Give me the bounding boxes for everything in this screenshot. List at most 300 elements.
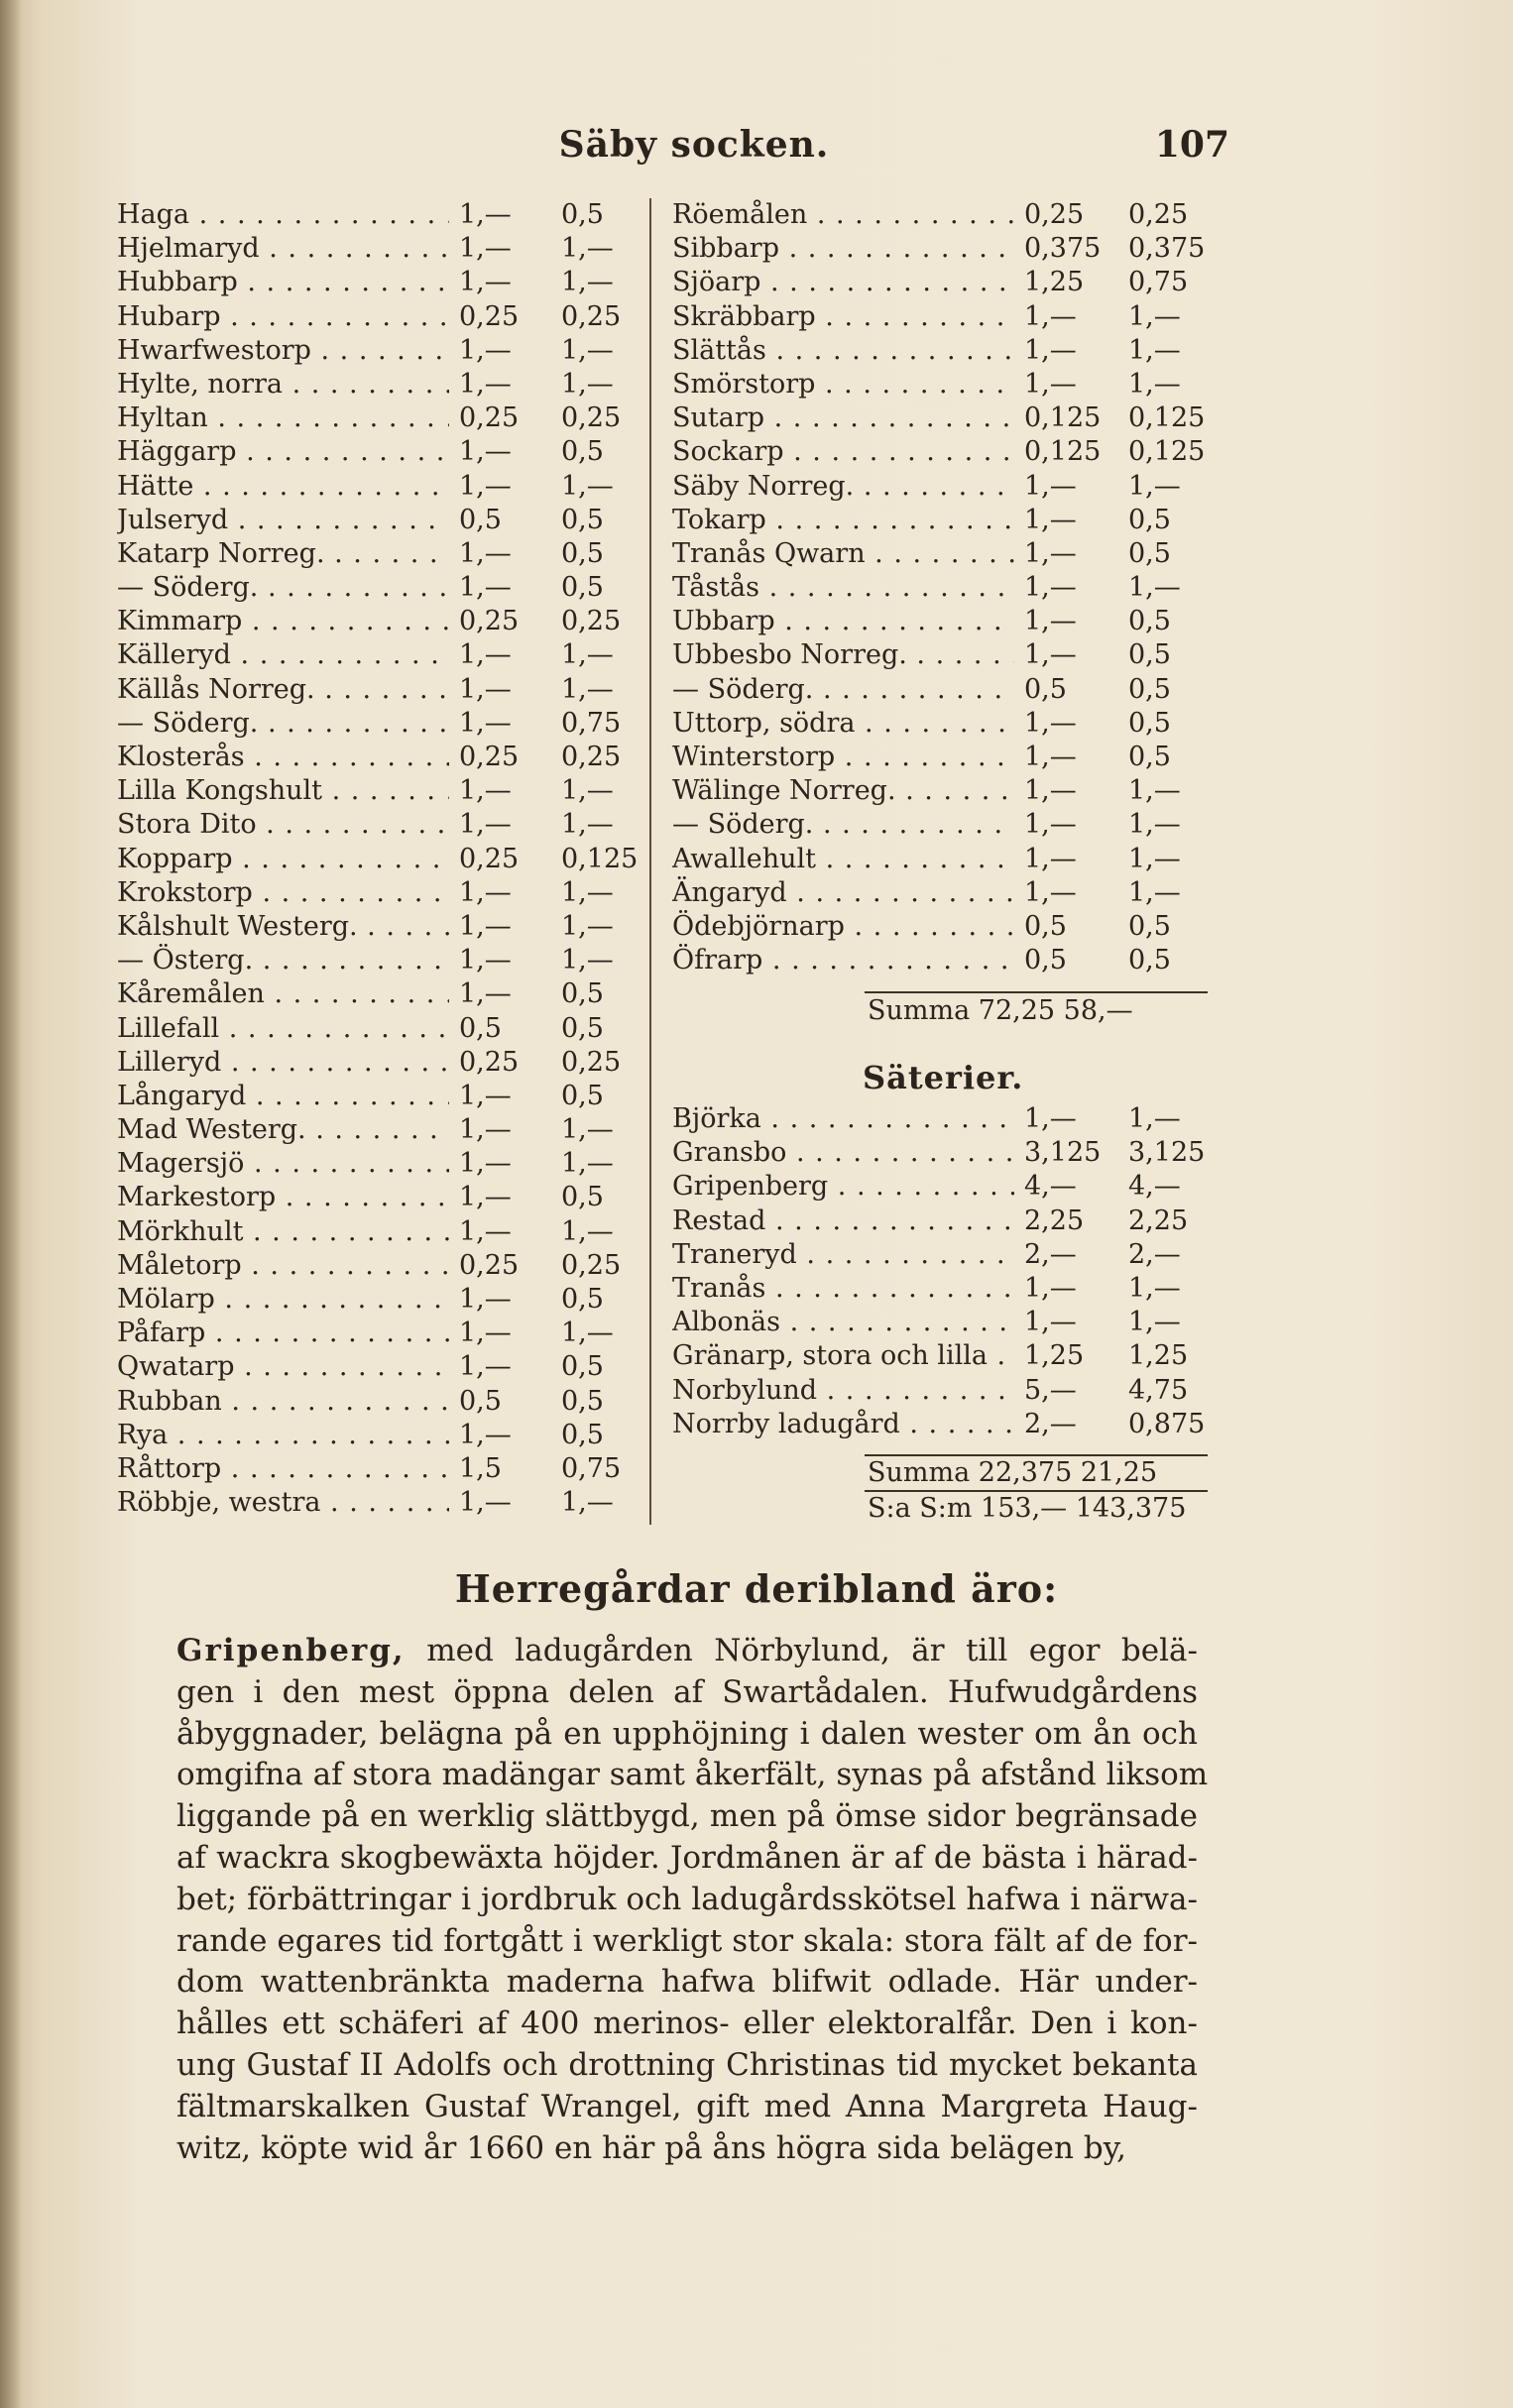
left-place-name: Kålshult Westerg. . . . (117, 910, 449, 944)
left-value-1: 1,— (459, 334, 512, 366)
left-row (117, 300, 647, 334)
left-row (117, 232, 647, 266)
left-place-name: Stora Dito . . . (117, 808, 449, 842)
right-row (672, 401, 1208, 435)
left-value-2: 0,25 (561, 606, 622, 637)
left-row (117, 334, 647, 368)
left-value-2: 0,75 (561, 1452, 622, 1484)
right-value-1: 1,— (1024, 470, 1077, 502)
right-value-1: 0,375 (1024, 233, 1102, 265)
left-value-2: 0,25 (561, 300, 622, 332)
left-row (117, 368, 647, 401)
right-row (672, 368, 1208, 401)
right-value-2: 0,125 (1128, 402, 1206, 434)
left-value-1: 1,5 (459, 1452, 502, 1484)
left-row (117, 1486, 647, 1520)
right-place-name: Öfrarp . . . (672, 944, 1014, 977)
left-value-1: 1,— (459, 1114, 512, 1146)
left-value-1: 1,— (459, 199, 512, 230)
summa-rule-3 (865, 1490, 1208, 1492)
spine-shadow (0, 0, 22, 2408)
right-value-1: 1,— (1024, 876, 1077, 908)
right-value-1: 0,25 (1024, 199, 1085, 230)
left-value-2: 0,25 (561, 1046, 622, 1078)
left-value-1: 1,— (459, 368, 512, 400)
left-row (117, 504, 647, 537)
right-value-2: 0,5 (1128, 537, 1171, 569)
right-place-name: Ubbesbo Norreg. . . . (672, 638, 1014, 672)
left-value-1: 0,25 (459, 300, 520, 332)
left-value-1: 0,5 (459, 1385, 502, 1417)
left-value-1: 0,5 (459, 504, 502, 535)
left-value-1: 1,— (459, 707, 512, 739)
left-value-1: 1,— (459, 876, 512, 908)
saterier-value-2: 4,75 (1128, 1374, 1189, 1406)
left-value-2: 0,5 (561, 978, 604, 1010)
left-row (117, 977, 647, 1011)
left-value-2: 0,25 (561, 742, 622, 772)
saterier-row (672, 1238, 1208, 1272)
right-value-1: 1,— (1024, 775, 1077, 807)
body-paragraph (176, 1631, 1209, 2169)
body-line-10: hålles ett schäferi af 400 merinos- eller elektoralfår. Den i kon- (176, 2006, 1198, 2042)
right-place-name: Sjöarp . . . (672, 266, 1014, 299)
right-value-2: 1,— (1128, 572, 1181, 604)
left-value-2: 1,— (561, 267, 614, 298)
left-place-name: Lillefall . . . (117, 1012, 449, 1046)
right-place-name: Sutarp . . . (672, 401, 1014, 435)
left-place-name: Katarp Norreg. . . . (117, 537, 449, 571)
left-row (117, 1350, 647, 1384)
left-value-1: 1,— (459, 1080, 512, 1111)
left-value-2: 1,— (561, 809, 614, 841)
left-row (117, 1215, 647, 1249)
left-value-2: 0,5 (561, 1351, 604, 1383)
saterier-value-1: 3,125 (1024, 1137, 1102, 1169)
saterier-heading: Säterier. (863, 1059, 1024, 1096)
left-place-name: Krokstorp . . . (117, 876, 449, 910)
right-value-1: 1,— (1024, 300, 1077, 332)
left-value-2: 0,25 (561, 402, 622, 434)
saterier-value-2: 1,— (1128, 1307, 1181, 1338)
saterier-value-1: 1,— (1024, 1272, 1077, 1304)
saterier-value-2: 2,— (1128, 1238, 1181, 1270)
left-value-2: 0,25 (561, 1249, 622, 1281)
left-row (117, 741, 647, 774)
left-value-2: 0,5 (561, 1012, 604, 1044)
left-place-name: Mölarp . . . (117, 1283, 449, 1317)
saterier-row (672, 1272, 1208, 1306)
right-value-1: 1,— (1024, 639, 1077, 671)
left-place-name: — Söderg. . . . (117, 707, 449, 741)
left-value-1: 1,— (459, 809, 512, 841)
left-place-name: Lilla Kongshult . . . (117, 774, 449, 808)
left-row (117, 1181, 647, 1214)
left-value-1: 1,— (459, 436, 512, 468)
left-value-2: 1,— (561, 1148, 614, 1180)
left-value-2: 0,5 (561, 199, 604, 230)
left-value-1: 1,— (459, 945, 512, 976)
left-place-name: Rubban . . . (117, 1385, 449, 1419)
left-place-name: Hylte, norra . . . (117, 368, 449, 401)
body-line-12: fältmarskalken Gustaf Wrangel, gift med Anna Margreta Haug- (176, 2088, 1198, 2124)
left-value-2: 1,— (561, 673, 614, 705)
right-row (672, 605, 1208, 638)
left-place-name: Kåremålen . . . (117, 977, 449, 1011)
summa-total-row: S:a S:m 153,— 143,375 (868, 1493, 1187, 1524)
left-row (117, 1249, 647, 1283)
right-value-2: 0,5 (1128, 945, 1171, 976)
left-value-1: 1,— (459, 775, 512, 807)
right-value-2: 0,5 (1128, 673, 1171, 705)
right-value-1: 0,125 (1024, 436, 1102, 468)
left-place-name: Rya . . . (117, 1419, 449, 1452)
saterier-value-1: 2,— (1024, 1408, 1077, 1439)
left-value-1: 1,— (459, 537, 512, 569)
left-row (117, 1419, 647, 1452)
left-value-2: 1,— (561, 1114, 614, 1146)
saterier-value-2: 1,— (1128, 1103, 1181, 1134)
saterier-place-name: Gripenberg . . . (672, 1170, 1014, 1204)
saterier-value-2: 3,125 (1128, 1137, 1206, 1169)
left-value-1: 1,— (459, 1284, 512, 1315)
left-value-1: 0,25 (459, 606, 520, 637)
left-value-2: 0,5 (561, 1284, 604, 1315)
body-line-4: omgifna af stora madängar samt åkerfält, synas på afstånd liksom (176, 1757, 1209, 1793)
saterier-row (672, 1374, 1208, 1408)
left-row (117, 1147, 647, 1181)
left-value-2: 0,5 (561, 504, 604, 535)
body-line-8: rande egares tid fortgått i werkligt stor skala: stora fält af de for- (176, 1922, 1198, 1959)
right-value-2: 1,— (1128, 470, 1181, 502)
saterier-row (672, 1170, 1208, 1204)
right-value-1: 1,— (1024, 809, 1077, 841)
right-place-name: Wälinge Norreg. . . . (672, 774, 1014, 808)
right-row (672, 537, 1208, 571)
saterier-value-2: 2,25 (1128, 1204, 1189, 1236)
page-header (129, 124, 1229, 173)
left-value-2: 0,5 (561, 1419, 604, 1450)
right-row (672, 741, 1208, 774)
right-value-1: 1,— (1024, 537, 1077, 569)
right-place-name: Ubbarp . . . (672, 605, 1014, 638)
right-place-name: Tåstås . . . (672, 571, 1014, 605)
left-row (117, 198, 647, 232)
left-value-1: 1,— (459, 673, 512, 705)
saterier-value-1: 5,— (1024, 1374, 1077, 1406)
left-value-2: 1,— (561, 470, 614, 502)
left-place-name: Mörkhult . . . (117, 1215, 449, 1249)
left-value-1: 1,— (459, 1215, 512, 1247)
left-row (117, 1452, 647, 1486)
saterier-value-1: 4,— (1024, 1171, 1077, 1203)
right-value-2: 0,125 (1128, 436, 1206, 468)
right-row (672, 808, 1208, 842)
right-value-2: 0,75 (1128, 267, 1189, 298)
left-value-2: 1,— (561, 945, 614, 976)
right-place-name: Skräbbarp . . . (672, 300, 1014, 334)
left-value-1: 1,— (459, 978, 512, 1010)
right-place-name: Tokarp . . . (672, 504, 1014, 537)
right-value-1: 1,— (1024, 504, 1077, 535)
saterier-value-1: 1,— (1024, 1103, 1077, 1134)
left-row (117, 401, 647, 435)
right-value-2: 0,5 (1128, 606, 1171, 637)
right-place-name: Sockarp . . . (672, 435, 1014, 469)
right-value-1: 1,— (1024, 707, 1077, 739)
left-place-name: Kimmarp . . . (117, 605, 449, 638)
left-place-name: Hyltan . . . (117, 401, 449, 435)
left-row (117, 1080, 647, 1113)
right-value-1: 1,— (1024, 742, 1077, 772)
right-row (672, 334, 1208, 368)
saterier-place-name: Albonäs . . . (672, 1306, 1014, 1339)
body-line-5: liggande på en werklig slättbygd, men på ömse sidor begränsade (176, 1798, 1198, 1835)
left-value-1: 1,— (459, 910, 512, 942)
left-value-2: 0,5 (561, 572, 604, 604)
left-value-1: 1,— (459, 572, 512, 604)
left-place-name: — Söderg. . . . (117, 571, 449, 605)
right-place-name: Säby Norreg. . . . (672, 470, 1014, 504)
left-place-name: Klosterås . . . (117, 741, 449, 774)
right-place-name: — Söderg. . . . (672, 673, 1014, 707)
left-value-1: 0,25 (459, 1046, 520, 1078)
left-place-name: Källeryd . . . (117, 638, 449, 672)
saterier-table (672, 1102, 1208, 1441)
left-place-name: Haga . . . (117, 198, 449, 232)
saterier-value-2: 4,— (1128, 1171, 1181, 1203)
left-value-2: 1,— (561, 639, 614, 671)
left-value-2: 0,5 (561, 537, 604, 569)
saterier-value-2: 0,875 (1128, 1408, 1206, 1439)
left-value-2: 0,125 (561, 843, 639, 874)
right-row (672, 435, 1208, 469)
right-row (672, 944, 1208, 977)
left-value-1: 1,— (459, 470, 512, 502)
right-place-name: Ödebjörnarp . . . (672, 910, 1014, 944)
right-value-2: 1,— (1128, 334, 1181, 366)
saterier-place-name: Norrby ladugård . . . (672, 1408, 1014, 1441)
right-row (672, 266, 1208, 299)
saterier-place-name: Restad . . . (672, 1204, 1014, 1238)
right-row (672, 774, 1208, 808)
left-place-name: Magersjö . . . (117, 1147, 449, 1181)
right-place-name: — Söderg. . . . (672, 808, 1014, 842)
lead-word: Gripenberg, (176, 1633, 406, 1668)
left-value-2: 0,5 (561, 1080, 604, 1111)
left-value-1: 1,— (459, 1487, 512, 1519)
right-row (672, 198, 1208, 232)
left-row (117, 1046, 647, 1080)
left-value-2: 1,— (561, 334, 614, 366)
right-row (672, 504, 1208, 537)
body-line-11: ung Gustaf II Adolfs och drottning Christinas tid mycket bekanta (176, 2046, 1198, 2083)
left-place-name: Mad Westerg. . . . (117, 1113, 449, 1147)
right-row (672, 673, 1208, 707)
left-place-name: Häggarp . . . (117, 435, 449, 469)
left-value-2: 1,— (561, 1215, 614, 1247)
left-row (117, 673, 647, 707)
right-value-1: 0,125 (1024, 402, 1102, 434)
right-place-name: Winterstorp . . . (672, 741, 1014, 774)
right-value-1: 0,5 (1024, 673, 1067, 705)
left-value-1: 0,25 (459, 843, 520, 874)
right-row (672, 571, 1208, 605)
left-row (117, 1113, 647, 1147)
right-value-2: 0,5 (1128, 910, 1171, 942)
left-row (117, 843, 647, 876)
left-row (117, 876, 647, 910)
body-line-6: af wackra skogbewäxta höjder. Jordmånen är af de bästa i härad- (176, 1839, 1198, 1876)
right-value-2: 0,5 (1128, 742, 1171, 772)
right-value-2: 1,— (1128, 775, 1181, 807)
left-row (117, 808, 647, 842)
left-row (117, 638, 647, 672)
right-row (672, 232, 1208, 266)
summa-rule-1 (865, 991, 1208, 993)
body-line-9: dom wattenbränkta maderna hafwa blifwit odlade. Här under- (176, 1964, 1198, 2001)
left-row (117, 1283, 647, 1317)
left-value-1: 1,— (459, 1148, 512, 1180)
left-place-name: Påfarp . . . (117, 1317, 449, 1350)
saterier-value-2: 1,25 (1128, 1340, 1189, 1372)
left-row (117, 1317, 647, 1350)
right-value-2: 0,5 (1128, 707, 1171, 739)
left-value-1: 1,— (459, 1318, 512, 1349)
right-place-name: Ängaryd . . . (672, 876, 1014, 910)
right-column (672, 198, 1208, 977)
left-place-name: Långaryd . . . (117, 1080, 449, 1113)
saterier-row (672, 1136, 1208, 1170)
right-value-2: 0,375 (1128, 233, 1206, 265)
left-value-1: 0,25 (459, 1249, 520, 1281)
summa-row-2: Summa 22,375 21,25 (868, 1457, 1158, 1488)
saterier-row (672, 1102, 1208, 1136)
right-place-name: Slättås . . . (672, 334, 1014, 368)
right-value-2: 0,5 (1128, 639, 1171, 671)
right-value-2: 1,— (1128, 876, 1181, 908)
right-value-2: 0,5 (1128, 504, 1171, 535)
body-line-7: bet; förbättringar i jordbruk och ladugårdsskötsel hafwa i närwa- (176, 1881, 1198, 1917)
body-line-3: åbyggnader, belägna på en upphöjning i dalen wester om ån och (176, 1715, 1198, 1752)
left-value-2: 0,5 (561, 1385, 604, 1417)
left-value-2: 1,— (561, 910, 614, 942)
left-row (117, 707, 647, 741)
summa-row-1: Summa 72,25 58,— (868, 995, 1133, 1026)
left-place-name: — Österg. . . . (117, 944, 449, 977)
left-value-1: 1,— (459, 1351, 512, 1383)
left-value-2: 0,5 (561, 436, 604, 468)
saterier-value-1: 1,— (1024, 1307, 1077, 1338)
body-line-1 (176, 1631, 1198, 1672)
right-value-1: 1,— (1024, 334, 1077, 366)
left-row (117, 1385, 647, 1419)
right-row (672, 707, 1208, 741)
saterier-value-1: 1,25 (1024, 1340, 1085, 1372)
body-line-2: gen i den mest öppna delen af Swartådalen. Hufwudgårdens (176, 1673, 1198, 1710)
right-value-1: 0,5 (1024, 945, 1067, 976)
summa-rule-2 (865, 1454, 1208, 1456)
left-place-name: Källås Norreg. . . . (117, 673, 449, 707)
left-value-2: 0,5 (561, 1182, 604, 1213)
left-value-2: 1,— (561, 233, 614, 265)
left-place-name: Hjelmaryd . . . (117, 232, 449, 266)
right-value-1: 0,5 (1024, 910, 1067, 942)
left-row (117, 470, 647, 504)
left-value-2: 1,— (561, 1487, 614, 1519)
saterier-place-name: Tranås . . . (672, 1272, 1014, 1306)
left-place-name: Lilleryd . . . (117, 1046, 449, 1080)
saterier-value-1: 2,25 (1024, 1204, 1085, 1236)
herregardar-heading: Herregårdar deribland äro: (454, 1566, 1059, 1611)
left-place-name: Qwatarp . . . (117, 1350, 449, 1384)
left-place-name: Kopparp . . . (117, 843, 449, 876)
left-row (117, 571, 647, 605)
saterier-row (672, 1408, 1208, 1441)
right-place-name: Tranås Qwarn . . . (672, 537, 1014, 571)
right-value-2: 1,— (1128, 843, 1181, 874)
left-value-1: 0,25 (459, 742, 520, 772)
right-place-name: Uttorp, södra . . . (672, 707, 1014, 741)
saterier-place-name: Gränarp, stora och lilla . . . (672, 1339, 1014, 1373)
left-value-1: 1,— (459, 639, 512, 671)
right-value-2: 1,— (1128, 809, 1181, 841)
page-title: Säby socken. (558, 124, 830, 166)
right-value-1: 1,— (1024, 572, 1077, 604)
left-value-1: 0,25 (459, 402, 520, 434)
right-place-name: Röemålen . . . (672, 198, 1014, 232)
saterier-place-name: Björka . . . (672, 1102, 1014, 1136)
left-place-name: Måletorp . . . (117, 1249, 449, 1283)
left-column (117, 198, 647, 1520)
left-value-2: 1,— (561, 775, 614, 807)
left-place-name: Hätte . . . (117, 470, 449, 504)
left-value-1: 1,— (459, 1419, 512, 1450)
left-value-1: 0,5 (459, 1012, 502, 1044)
right-row (672, 843, 1208, 876)
right-row (672, 470, 1208, 504)
left-row (117, 435, 647, 469)
saterier-place-name: Gransbo . . . (672, 1136, 1014, 1170)
left-value-2: 1,— (561, 368, 614, 400)
left-value-2: 1,— (561, 1318, 614, 1349)
saterier-place-name: Norbylund . . . (672, 1374, 1014, 1408)
right-row (672, 300, 1208, 334)
saterier-place-name: Traneryd . . . (672, 1238, 1014, 1272)
left-row (117, 944, 647, 977)
left-value-1: 1,— (459, 233, 512, 265)
right-place-name: Sibbarp . . . (672, 232, 1014, 266)
saterier-value-2: 1,— (1128, 1272, 1181, 1304)
left-place-name: Hwarfwestorp . . . (117, 334, 449, 368)
right-value-2: 0,25 (1128, 199, 1189, 230)
left-place-name: Hubbarp . . . (117, 266, 449, 299)
left-value-1: 1,— (459, 267, 512, 298)
left-row (117, 910, 647, 944)
left-row (117, 605, 647, 638)
left-place-name: Röbbje, westra . . . (117, 1486, 449, 1520)
left-row (117, 1012, 647, 1046)
right-place-name: Awallehult . . . (672, 843, 1014, 876)
left-value-2: 0,75 (561, 707, 622, 739)
right-row (672, 876, 1208, 910)
body-line-13: witz, köpte wid år 1660 en här på åns högra sida belägen by, (176, 2129, 1126, 2166)
left-place-name: Hubarp . . . (117, 300, 449, 334)
left-value-2: 1,— (561, 876, 614, 908)
page-number: 107 (1154, 124, 1229, 166)
left-place-name: Markestorp . . . (117, 1181, 449, 1214)
saterier-value-1: 2,— (1024, 1238, 1077, 1270)
